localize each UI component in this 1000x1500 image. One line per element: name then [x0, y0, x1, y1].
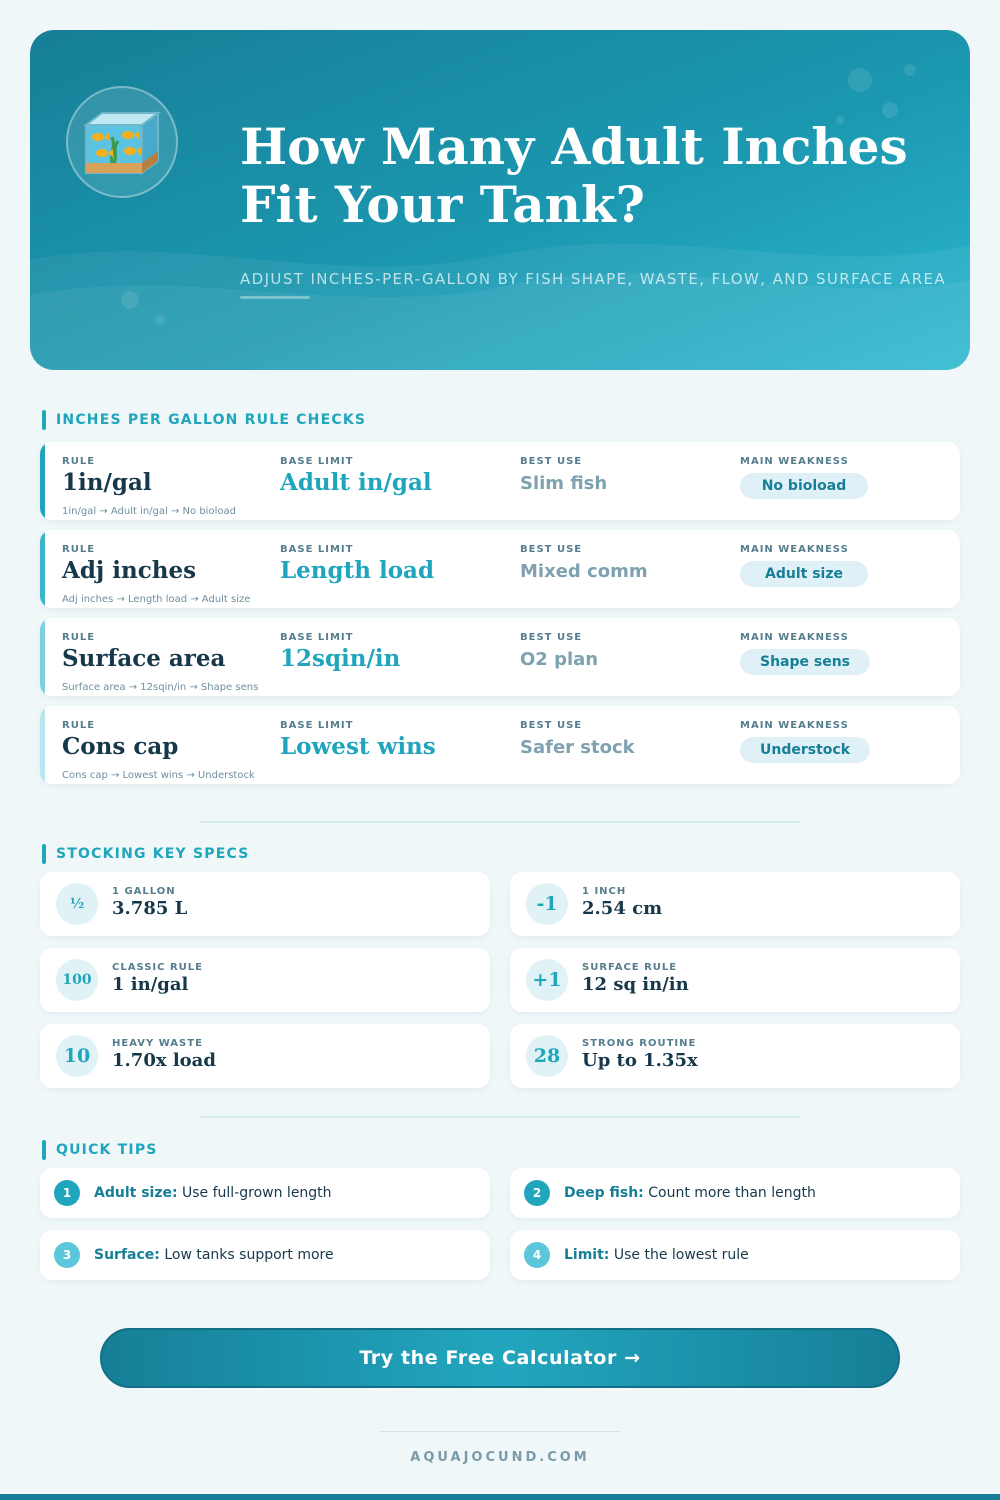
spec-card	[40, 872, 490, 936]
base-limit-label: BASE LIMIT	[280, 720, 354, 731]
spec-badge: 28	[526, 1035, 568, 1077]
spec-badge: -1	[526, 883, 568, 925]
best-use-column	[520, 720, 635, 758]
spec-card	[510, 948, 960, 1012]
spec-value: 12 sq in/in	[582, 974, 689, 995]
tip-card	[40, 1230, 490, 1280]
spec-label: CLASSIC RULE	[112, 962, 203, 973]
rule-path: Surface area → 12sqin/in → Shape sens	[62, 682, 259, 693]
rules-section-heading: INCHES PER GALLON RULE CHECKS	[42, 410, 366, 430]
base-limit-value: Length load	[280, 557, 435, 584]
main-weakness-label: MAIN WEAKNESS	[740, 720, 849, 731]
weakness-badge: Adult size	[740, 561, 868, 587]
rule-path: Adj inches → Length load → Adult size	[62, 594, 251, 605]
best-use-column	[520, 632, 598, 670]
main-weakness-label: MAIN WEAKNESS	[740, 632, 849, 643]
rule-label: RULE	[62, 456, 96, 467]
spec-card	[40, 948, 490, 1012]
tip-text	[564, 1185, 816, 1201]
rule-column	[62, 544, 196, 584]
tip-title: Limit:	[564, 1247, 610, 1263]
main-weakness-label: MAIN WEAKNESS	[740, 456, 849, 467]
tip-number-badge: 3	[54, 1242, 80, 1268]
rule-card	[40, 530, 960, 608]
base-limit-label: BASE LIMIT	[280, 456, 354, 467]
best-use-column	[520, 456, 607, 494]
rule-path: Cons cap → Lowest wins → Understock	[62, 770, 255, 781]
rule-name: Adj inches	[62, 557, 197, 584]
tip-text	[94, 1247, 334, 1263]
spec-label: 1 GALLON	[112, 886, 176, 897]
best-use-value: O2 plan	[520, 649, 599, 670]
rule-column	[62, 456, 152, 496]
base-limit-value: 12sqin/in	[280, 645, 401, 672]
best-use-label: BEST USE	[520, 544, 583, 555]
weakness-badge: Understock	[740, 737, 870, 763]
rule-accent-bar	[40, 618, 45, 696]
spec-badge: 100	[56, 959, 98, 1001]
tip-body: Count more than length	[643, 1185, 816, 1201]
hero-banner	[30, 30, 970, 370]
spec-text	[112, 886, 187, 919]
base-limit-value: Lowest wins	[280, 733, 436, 760]
spec-value: 1.70x load	[112, 1050, 216, 1071]
tip-title: Deep fish:	[564, 1185, 644, 1201]
spec-card	[40, 1024, 490, 1088]
weakness-badge: No bioload	[740, 473, 868, 499]
bottom-bar	[0, 1494, 1000, 1500]
tip-text	[94, 1185, 332, 1201]
spec-card	[510, 1024, 960, 1088]
spec-value: 1 in/gal	[112, 974, 189, 995]
base-limit-column	[280, 544, 434, 584]
footer-divider	[380, 1431, 620, 1432]
base-limit-label: BASE LIMIT	[280, 544, 354, 555]
spec-text	[582, 886, 662, 919]
base-limit-column	[280, 632, 400, 672]
spec-label: 1 INCH	[582, 886, 627, 897]
base-limit-column	[280, 720, 436, 760]
site-footer[interactable]: AQUAJOCUND.COM	[410, 1450, 590, 1465]
best-use-label: BEST USE	[520, 456, 583, 467]
spec-badge: ½	[56, 883, 98, 925]
rule-accent-bar	[40, 706, 45, 784]
tip-number-badge: 4	[524, 1242, 550, 1268]
base-limit-label: BASE LIMIT	[280, 632, 354, 643]
tip-card	[510, 1230, 960, 1280]
rule-path: 1in/gal → Adult in/gal → No bioload	[62, 506, 236, 517]
subtitle-underline	[240, 296, 310, 299]
best-use-label: BEST USE	[520, 720, 583, 731]
rule-card	[40, 618, 960, 696]
rule-label: RULE	[62, 544, 96, 555]
main-weakness-label: MAIN WEAKNESS	[740, 544, 849, 555]
rule-label: RULE	[62, 632, 96, 643]
weakness-badge: Shape sens	[740, 649, 870, 675]
spec-label: SURFACE RULE	[582, 962, 678, 973]
rule-column	[62, 720, 178, 760]
weakness-column	[740, 456, 868, 499]
spec-card	[510, 872, 960, 936]
spec-label: HEAVY WASTE	[112, 1038, 203, 1049]
tip-card	[510, 1168, 960, 1218]
rule-name: Surface area	[62, 645, 226, 672]
spec-value: Up to 1.35x	[582, 1050, 698, 1071]
tip-number-badge: 1	[54, 1180, 80, 1206]
rule-card	[40, 442, 960, 520]
weakness-column	[740, 544, 868, 587]
tip-body: Low tanks support more	[159, 1247, 334, 1263]
spec-value: 3.785 L	[112, 898, 188, 919]
best-use-column	[520, 544, 648, 582]
rule-accent-bar	[40, 530, 45, 608]
best-use-value: Safer stock	[520, 737, 635, 758]
rule-card	[40, 706, 960, 784]
section-divider	[200, 821, 800, 823]
free-calculator-button[interactable]: Try the Free Calculator →	[100, 1328, 900, 1388]
page-title: How Many Adult Inches Fit Your Tank?	[240, 117, 908, 234]
rule-name: Cons cap	[62, 733, 179, 760]
best-use-value: Mixed comm	[520, 561, 648, 582]
weakness-column	[740, 632, 870, 675]
specs-section-heading: STOCKING KEY SPECS	[42, 844, 250, 864]
tip-title: Surface:	[94, 1247, 160, 1263]
section-divider	[200, 1116, 800, 1118]
weakness-column	[740, 720, 870, 763]
best-use-label: BEST USE	[520, 632, 583, 643]
tip-body: Use the lowest rule	[609, 1247, 749, 1263]
spec-text	[582, 962, 689, 995]
spec-text	[582, 1038, 698, 1071]
tip-title: Adult size:	[94, 1185, 178, 1201]
rule-label: RULE	[62, 720, 96, 731]
spec-text	[112, 1038, 216, 1071]
page-subtitle: ADJUST INCHES-PER-GALLON BY FISH SHAPE, WASTE, FLOW, AND SURFACE AREA	[240, 270, 947, 288]
base-limit-column	[280, 456, 432, 496]
tip-card	[40, 1168, 490, 1218]
tip-text	[564, 1247, 749, 1263]
tip-body: Use full-grown length	[177, 1185, 332, 1201]
spec-badge: 10	[56, 1035, 98, 1077]
base-limit-value: Adult in/gal	[280, 469, 432, 496]
spec-value: 2.54 cm	[582, 898, 663, 919]
spec-text	[112, 962, 203, 995]
spec-badge: +1	[526, 959, 568, 1001]
best-use-value: Slim fish	[520, 473, 608, 494]
rule-accent-bar	[40, 442, 45, 520]
rule-column	[62, 632, 225, 672]
spec-label: STRONG ROUTINE	[582, 1038, 697, 1049]
tip-number-badge: 2	[524, 1180, 550, 1206]
tips-section-heading: QUICK TIPS	[42, 1140, 158, 1160]
rule-name: 1in/gal	[62, 469, 152, 496]
aquarium-icon	[66, 86, 178, 198]
